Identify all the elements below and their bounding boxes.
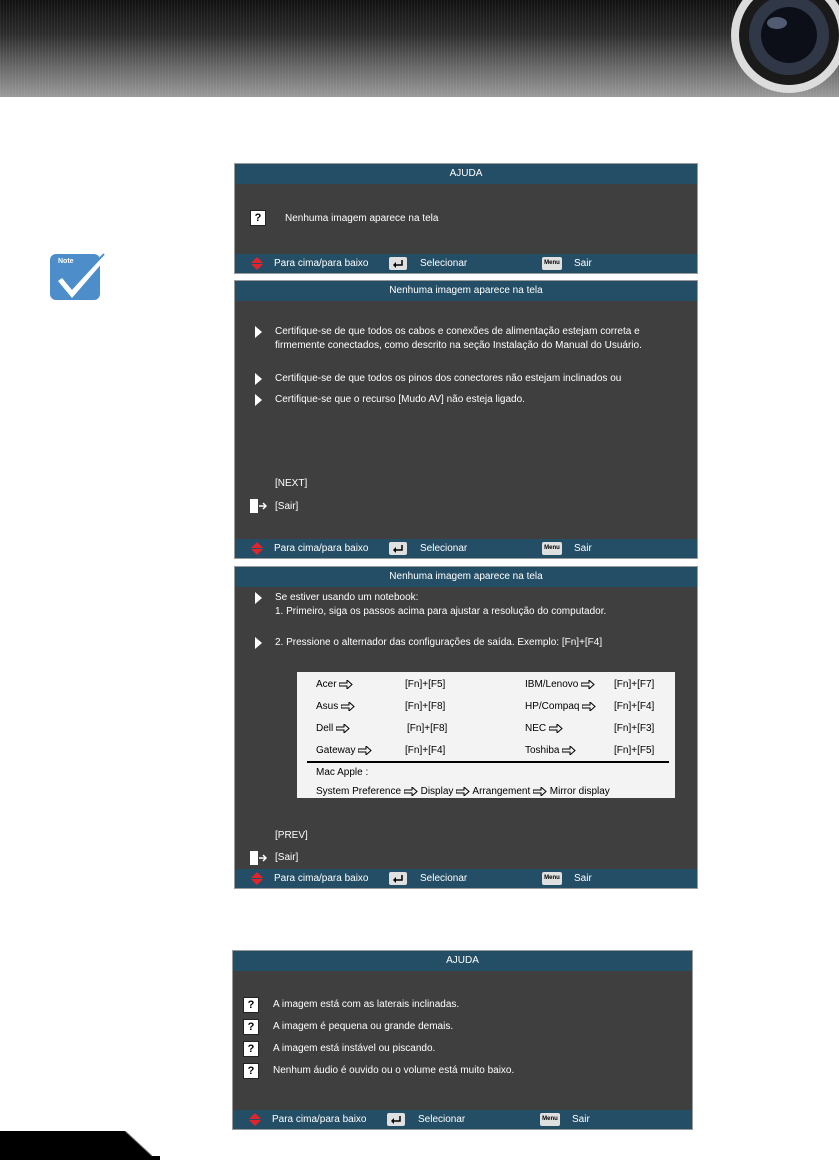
hotkey-toshiba: [Fn]+[F5] <box>614 745 655 756</box>
mac-step: Arrangement <box>472 786 531 797</box>
help-item[interactable]: A imagem está com as laterais inclinadas. <box>273 999 460 1010</box>
brand-hp <box>525 701 596 712</box>
menu-key-icon: Menu <box>542 872 562 885</box>
note-icon <box>50 248 112 302</box>
bullet-1-line-1: Se estiver usando um notebook: <box>275 592 419 603</box>
prev-link[interactable]: [PREV] <box>275 830 308 841</box>
arrow-right-icon <box>336 724 350 733</box>
exit-label: Sair <box>572 1114 590 1125</box>
menu-key-icon: Menu <box>542 542 562 555</box>
arrow-right-icon <box>581 680 595 689</box>
mac-label: Mac Apple : <box>316 767 369 778</box>
bullet-2: Certifique-se de que todos os pinos dos conectores não estejam inclinados ou <box>275 373 622 384</box>
exit-door-icon <box>249 498 267 514</box>
note-label: Note <box>58 258 74 265</box>
brand-gateway <box>316 745 372 756</box>
help-item[interactable]: Nenhum áudio é ouvido ou o volume está muito baixo. <box>273 1065 515 1076</box>
enter-key-icon <box>389 542 407 555</box>
select-label: Selecionar <box>420 258 468 269</box>
brand-name: Dell <box>316 723 334 734</box>
hotkey-ibm: [Fn]+[F7] <box>614 679 655 690</box>
updown-label: Para cima/para baixo <box>274 543 369 554</box>
bullet-1-line-1: Certifique-se de que todos os cabos e conexões de alimentação estejam correta e <box>275 326 640 337</box>
arrow-right-icon <box>549 724 563 733</box>
brand-dell <box>316 723 350 734</box>
next-link[interactable]: [NEXT] <box>275 478 308 489</box>
brand-acer <box>316 679 353 690</box>
exit-label: Sair <box>574 258 592 269</box>
screen-title: AJUDA <box>233 951 692 971</box>
page-header-band <box>0 0 839 97</box>
help-menu-screen-2 <box>234 280 698 559</box>
brand-name: IBM/Lenovo <box>525 679 579 690</box>
updown-label: Para cima/para baixo <box>274 873 369 884</box>
help-item[interactable]: A imagem é pequena ou grande demais. <box>273 1021 454 1032</box>
help-item-no-image[interactable]: Nenhuma imagem aparece na tela <box>285 213 439 224</box>
enter-key-icon <box>389 257 407 270</box>
enter-key-icon <box>387 1113 405 1126</box>
enter-key-icon <box>389 872 407 885</box>
brand-asus <box>316 701 355 712</box>
bullet-1-line-2: 1. Primeiro, siga os passos acima para ajustar a resolução do computador. <box>275 606 607 617</box>
question-icon: ? <box>250 210 266 226</box>
exit-label: Sair <box>574 873 592 884</box>
screen-title: Nenhuma imagem aparece na tela <box>235 567 697 587</box>
screen-footer <box>233 1110 692 1129</box>
question-icon: ? <box>243 1019 259 1035</box>
updown-arrow-icon <box>251 542 263 555</box>
question-icon: ? <box>243 1063 259 1079</box>
help-menu-screen-1 <box>234 163 698 274</box>
arrow-right-icon <box>339 680 353 689</box>
mac-step: System Preference <box>316 786 402 797</box>
brand-name: Gateway <box>316 745 356 756</box>
arrow-right-icon <box>562 746 576 755</box>
select-label: Selecionar <box>420 543 468 554</box>
notebook-hotkey-table <box>297 672 675 798</box>
updown-arrow-icon <box>249 1113 261 1126</box>
menu-key-icon: Menu <box>540 1113 560 1126</box>
mac-step: Display <box>420 786 454 797</box>
arrow-right-icon <box>533 787 547 796</box>
updown-label: Para cima/para baixo <box>274 258 369 269</box>
bullet-arrow-icon <box>255 394 262 406</box>
projector-lens-icon <box>729 0 839 95</box>
arrow-right-icon <box>404 787 418 796</box>
arrow-right-icon <box>358 746 372 755</box>
hotkey-nec: [Fn]+[F3] <box>614 723 655 734</box>
mac-step: Mirror display <box>549 786 610 797</box>
help-menu-screen-3 <box>234 566 698 889</box>
question-icon: ? <box>243 997 259 1013</box>
screen-footer <box>235 254 697 273</box>
brand-name: HP/Compaq <box>525 701 580 712</box>
brand-toshiba <box>525 745 576 756</box>
updown-label: Para cima/para baixo <box>272 1114 367 1125</box>
bullet-3: Certifique-se que o recurso [Mudo AV] não esteja ligado. <box>275 394 525 405</box>
hotkey-asus: [Fn]+[F8] <box>405 701 446 712</box>
bullet-arrow-icon <box>255 592 262 604</box>
brand-name: Toshiba <box>525 745 560 756</box>
screen-footer <box>235 539 697 558</box>
help-menu-screen-4 <box>232 950 693 1130</box>
updown-arrow-icon <box>251 257 263 270</box>
updown-arrow-icon <box>251 872 263 885</box>
question-icon: ? <box>243 1041 259 1057</box>
exit-link[interactable]: [Sair] <box>275 852 299 863</box>
bullet-2: 2. Pressione o alternador das configurações de saída. Exemplo: [Fn]+[F4] <box>275 637 603 648</box>
brand-name: NEC <box>525 723 547 734</box>
header-texture <box>0 0 839 97</box>
hotkey-acer: [Fn]+[F5] <box>405 679 446 690</box>
arrow-right-icon <box>341 702 355 711</box>
exit-label: Sair <box>574 543 592 554</box>
bullet-1-line-2: firmemente conectados, como descrito na seção Instalação do Manual do Usuário. <box>275 340 642 351</box>
screen-title: Nenhuma imagem aparece na tela <box>235 281 697 301</box>
hotkey-gateway: [Fn]+[F4] <box>405 745 446 756</box>
menu-key-icon: Menu <box>542 257 562 270</box>
mac-path <box>316 786 610 797</box>
table-divider <box>307 761 669 763</box>
page-bottom-tab <box>0 1131 160 1160</box>
brand-name: Acer <box>316 679 337 690</box>
help-item[interactable]: A imagem está instável ou piscando. <box>273 1043 436 1054</box>
hotkey-hp: [Fn]+[F4] <box>614 701 655 712</box>
select-label: Selecionar <box>418 1114 466 1125</box>
bullet-arrow-icon <box>255 373 262 385</box>
bullet-arrow-icon <box>255 326 262 338</box>
hotkey-dell: [Fn]+[F8] <box>407 723 448 734</box>
arrow-right-icon <box>582 702 596 711</box>
screen-title: AJUDA <box>235 164 697 184</box>
exit-door-icon <box>249 850 267 866</box>
brand-ibm <box>525 679 595 690</box>
bullet-arrow-icon <box>255 637 262 649</box>
select-label: Selecionar <box>420 873 468 884</box>
arrow-right-icon <box>456 787 470 796</box>
brand-nec <box>525 723 563 734</box>
brand-name: Asus <box>316 701 339 712</box>
exit-link[interactable]: [Sair] <box>275 501 299 512</box>
screen-footer <box>235 869 697 888</box>
